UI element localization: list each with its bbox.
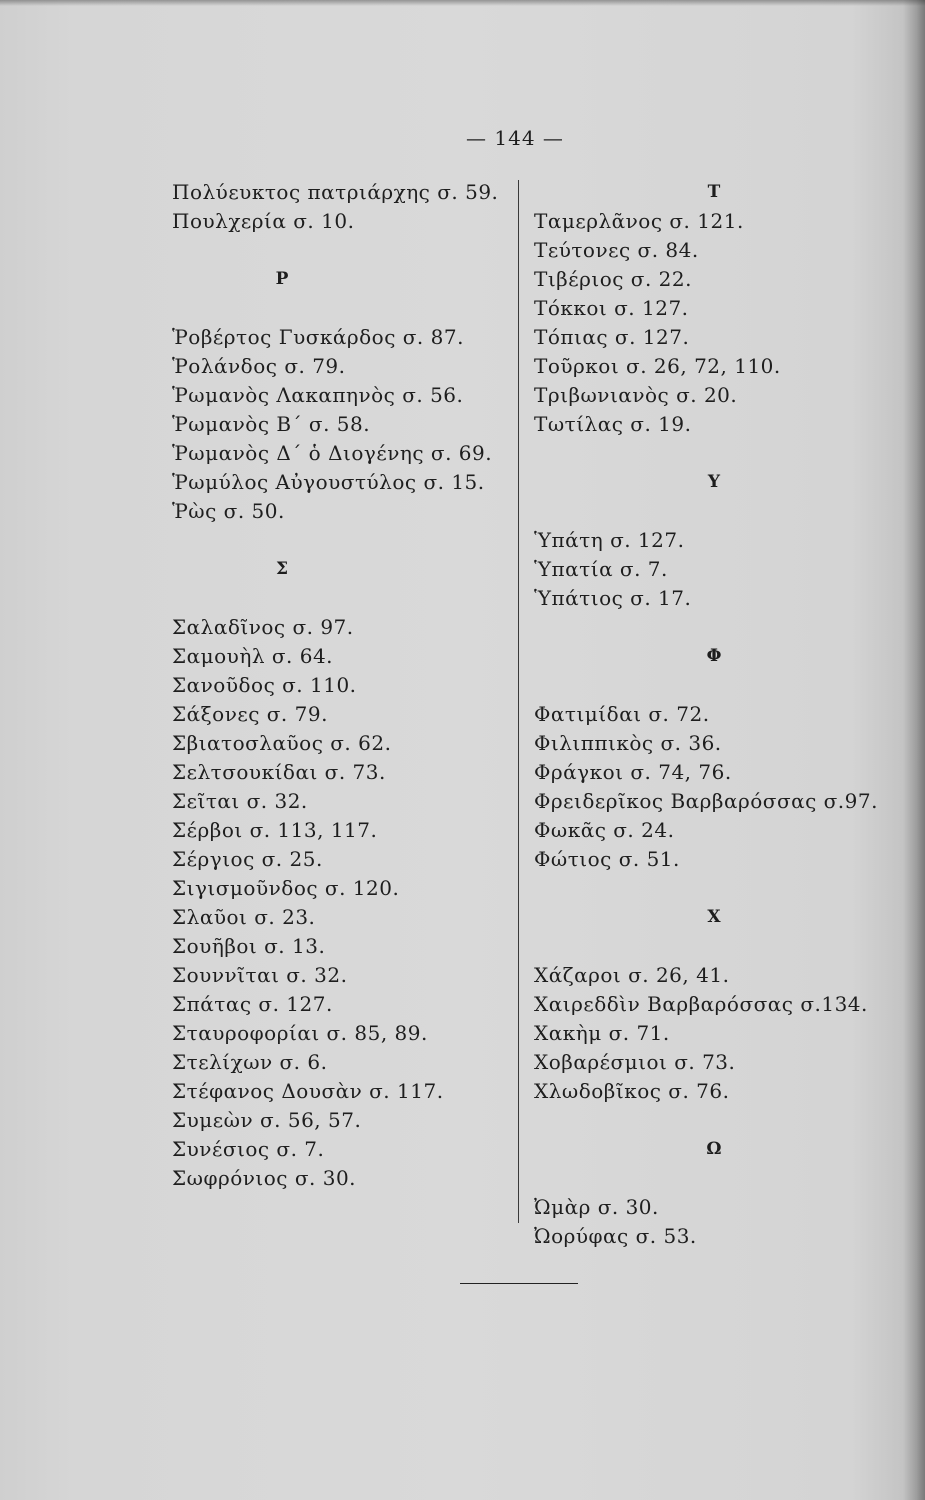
- section-letter-heading: Τ: [707, 182, 721, 202]
- blank-line: [534, 874, 894, 903]
- section-letter-heading: Ρ: [275, 269, 289, 289]
- index-entry: Ῥωμανὸς Δ΄ ὁ Διογένης σ. 69.: [172, 441, 493, 465]
- index-entry: Σάξονες σ. 79.: [172, 702, 328, 726]
- index-entry: Συμεὼν σ. 56, 57.: [172, 1108, 362, 1132]
- index-entry: Ὑπάτη σ. 127.: [534, 528, 685, 552]
- index-entry: Τοῦρκοι σ. 26, 72, 110.: [534, 354, 781, 378]
- index-entry: Ταμερλᾶνος σ. 121.: [534, 209, 744, 233]
- index-entry: Φώτιος σ. 51.: [534, 847, 680, 871]
- index-entry: Φιλιππικὸς σ. 36.: [534, 731, 722, 755]
- page-number: — 144 —: [466, 126, 564, 150]
- section-letter-heading: Χ: [707, 907, 721, 927]
- index-entry: Ῥοβέρτος Γυσκάρδος σ. 87.: [172, 325, 464, 349]
- index-column-right: [534, 178, 894, 1251]
- index-entry: Φράγκοι σ. 74, 76.: [534, 760, 732, 784]
- index-entry: Χακὴμ σ. 71.: [534, 1021, 670, 1045]
- index-entry: Σελτσουκίδαι σ. 73.: [172, 760, 386, 784]
- index-entry: Ὑπάτιος σ. 17.: [534, 586, 692, 610]
- index-entry: Τιβέριος σ. 22.: [534, 267, 692, 291]
- blank-line: [172, 236, 517, 265]
- end-rule: [460, 1283, 578, 1284]
- blank-line: [534, 1106, 894, 1135]
- blank-line: [172, 294, 517, 323]
- blank-line: [534, 1164, 894, 1193]
- blank-line: [172, 526, 517, 555]
- index-entry: Συνέσιος σ. 7.: [172, 1137, 325, 1161]
- section-letter-heading: Ω: [706, 1139, 722, 1159]
- page-top-edge: [0, 0, 925, 6]
- index-entry: Ῥωμανὸς Β΄ σ. 58.: [172, 412, 371, 436]
- index-entry: Ὠορύφας σ. 53.: [534, 1224, 697, 1248]
- blank-line: [534, 497, 894, 526]
- blank-line: [534, 439, 894, 468]
- index-entry: Σουῆβοι σ. 13.: [172, 934, 326, 958]
- index-entry: Χαιρεδδὶν Βαρβαρόσσας σ.134.: [534, 992, 868, 1016]
- index-entry: Ὑπατία σ. 7.: [534, 557, 668, 581]
- index-entry: Ῥολάνδος σ. 79.: [172, 354, 346, 378]
- index-entry: Σταυροφορίαι σ. 85, 89.: [172, 1021, 428, 1045]
- index-entry: Σεῖται σ. 32.: [172, 789, 308, 813]
- blank-line: [172, 584, 517, 613]
- index-entry: Φωκᾶς σ. 24.: [534, 818, 675, 842]
- index-entry: Ὠμὰρ σ. 30.: [534, 1195, 659, 1219]
- blank-line: [534, 613, 894, 642]
- index-column-left: [172, 178, 517, 1193]
- index-entry: Ῥωμανὸς Λακαπηνὸς σ. 56.: [172, 383, 464, 407]
- index-entry: Ῥὼς σ. 50.: [172, 499, 285, 523]
- index-entry: Σαλαδῖνος σ. 97.: [172, 615, 354, 639]
- blank-line: [534, 671, 894, 700]
- section-letter-heading: Φ: [706, 646, 722, 666]
- index-entry: Σέργιος σ. 25.: [172, 847, 323, 871]
- index-entry: Σβιατοσλαῦος σ. 62.: [172, 731, 392, 755]
- index-entry: Στέφανος Δουσὰν σ. 117.: [172, 1079, 444, 1103]
- index-entry: Χλωδοβῖκος σ. 76.: [534, 1079, 730, 1103]
- section-letter-heading: Υ: [707, 472, 721, 492]
- blank-line: [534, 932, 894, 961]
- index-entry: Σιγισμοῦνδος σ. 120.: [172, 876, 400, 900]
- index-entry: Τόκκοι σ. 127.: [534, 296, 689, 320]
- index-entry: Σπάτας σ. 127.: [172, 992, 333, 1016]
- index-entry: Σέρβοι σ. 113, 117.: [172, 818, 378, 842]
- index-entry: Φρειδερῖκος Βαρβαρόσσας σ.97.: [534, 789, 878, 813]
- index-entry: Σουννῖται σ. 32.: [172, 963, 348, 987]
- index-entry: Τεύτονες σ. 84.: [534, 238, 699, 262]
- index-entry: Σλαῦοι σ. 23.: [172, 905, 316, 929]
- index-entry: Χοβαρέσμιοι σ. 73.: [534, 1050, 736, 1074]
- index-entry: Πουλχερία σ. 10.: [172, 209, 355, 233]
- index-entry: Σανοῦδος σ. 110.: [172, 673, 357, 697]
- page-gutter-shadow: [903, 0, 925, 1500]
- index-entry: Σωφρόνιος σ. 30.: [172, 1166, 357, 1190]
- index-entry: Ῥωμύλος Αὐγουστύλος σ. 15.: [172, 470, 485, 494]
- index-entry: Σαμουὴλ σ. 64.: [172, 644, 334, 668]
- index-entry: Χάζαροι σ. 26, 41.: [534, 963, 730, 987]
- index-entry: Πολύευκτος πατριάρχης σ. 59.: [172, 180, 499, 204]
- index-entry: Τόπιας σ. 127.: [534, 325, 690, 349]
- index-entry: Στελίχων σ. 6.: [172, 1050, 328, 1074]
- column-divider: [518, 180, 519, 1223]
- index-entry: Τριβωνιανὸς σ. 20.: [534, 383, 738, 407]
- section-letter-heading: Σ: [275, 559, 289, 579]
- index-entry: Τωτίλας σ. 19.: [534, 412, 692, 436]
- index-entry: Φατιμίδαι σ. 72.: [534, 702, 710, 726]
